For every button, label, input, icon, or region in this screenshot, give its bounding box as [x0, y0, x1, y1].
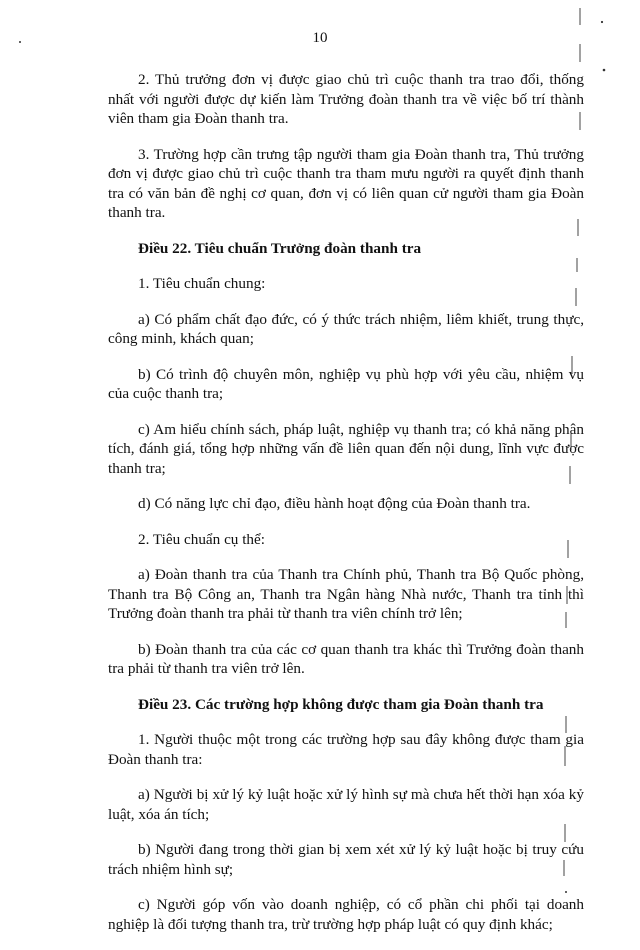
article-22-heading: Điều 22. Tiêu chuẩn Trưởng đoàn thanh tra: [138, 239, 422, 257]
paragraph-ineligible-a: a) Người bị xử lý kỷ luật hoặc xử lý hình sự mà chưa hết thời hạn xóa kỷ luật, xóa án tích;: [108, 786, 584, 823]
paragraph-article21-clause2: 2. Thủ trưởng đơn vị được giao chủ trì cuộc thanh tra trao đổi, thống nhất với người được dự kiến làm Trưởng đoàn thanh tra về việc bố trí thành viên tham gia Đoàn thanh tra.: [108, 71, 584, 127]
document-body: [108, 70, 584, 950]
paragraph-general-d: d) Có năng lực chỉ đạo, điều hành hoạt động của Đoàn thanh tra.: [138, 495, 531, 512]
article-23-heading: Điều 23. Các trường hợp không được tham gia Đoàn thanh tra: [138, 695, 544, 713]
paragraph-article21-clause3: 3. Trường hợp cần trưng tập người tham gia Đoàn thanh tra, Thủ trưởng đơn vị được giao chủ trì cuộc thanh tra tham mưu người ra quyết định thanh tra có văn bản đề nghị cơ quan, đơn vị có liên quan cử người tham gia Đoàn thanh tra.: [108, 145, 584, 221]
paragraph-specific-b: b) Đoàn thanh tra của các cơ quan thanh tra khác thì Trưởng đoàn thanh tra phải từ thanh tra viên trở lên.: [108, 640, 584, 677]
paragraph-ineligible-intro: 1. Người thuộc một trong các trường hợp sau đây không được tham gia Đoàn thanh tra:: [108, 731, 584, 768]
paragraph-specific-a: a) Đoàn thanh tra của Thanh tra Chính phủ, Thanh tra Bộ Quốc phòng, Thanh tra Bộ Công an, Thanh tra Ngân hàng Nhà nước, Thanh tra tỉnh thì Trưởng đoàn thanh tra phải từ thanh tra viên chính trở lên;: [108, 566, 584, 622]
page-number: 10: [312, 30, 328, 46]
paragraph-ineligible-b: b) Người đang trong thời gian bị xem xét xử lý kỷ luật hoặc bị truy cứu trách nhiệm hình sự;: [108, 841, 584, 878]
scan-dot: [601, 21, 603, 23]
paragraph-ineligible-c: c) Người góp vốn vào doanh nghiệp, có cổ phần chi phối tại doanh nghiệp là đối tượng thanh tra, trừ trường hợp pháp luật có quy định khác;: [108, 896, 584, 933]
paragraph-general-a: a) Có phẩm chất đạo đức, có ý thức trách nhiệm, liêm khiết, trung thực, công minh, khách quan;: [108, 310, 584, 347]
scan-dot: [603, 69, 606, 72]
paragraph-general-standards: 1. Tiêu chuẩn chung:: [138, 275, 266, 292]
paragraph-specific-standards: 2. Tiêu chuẩn cụ thể:: [138, 530, 265, 548]
paragraph-general-b: b) Có trình độ chuyên môn, nghiệp vụ phù hợp với yêu cầu, nhiệm vụ của cuộc thanh tra;: [108, 365, 584, 402]
paragraph-general-c: c) Am hiểu chính sách, pháp luật, nghiệp vụ thanh tra; có khả năng phân tích, đánh giá, tổng hợp những vấn đề liên quan đến nội dung, lĩnh vực được thanh tra;: [108, 420, 584, 477]
